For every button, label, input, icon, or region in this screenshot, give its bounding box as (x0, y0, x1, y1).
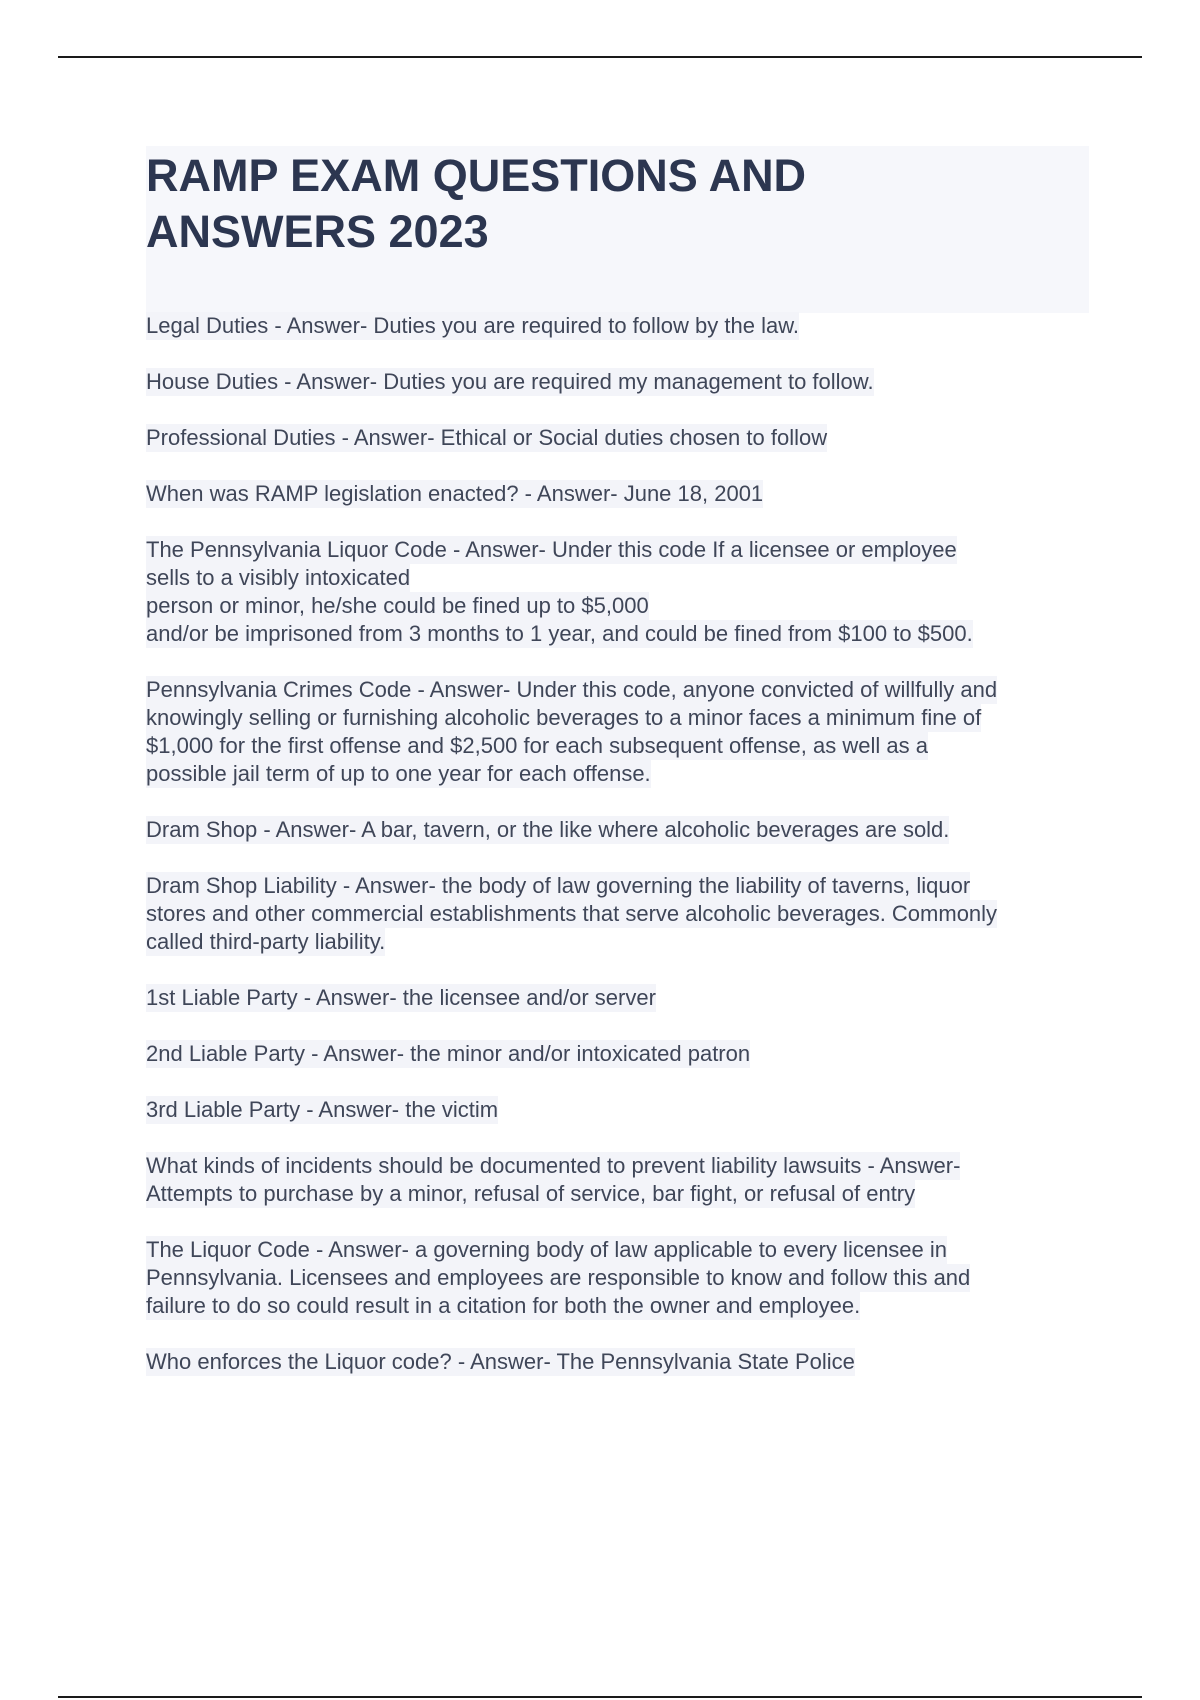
qa-item-line: sells to a visibly intoxicated (146, 565, 411, 590)
qa-item-line: House Duties - Answer- Duties you are required my management to follow. (146, 369, 874, 394)
qa-item-line: What kinds of incidents should be documented to prevent liability lawsuits - Answer- (146, 1153, 961, 1178)
page-title-line: ANSWERS 2023 (146, 206, 489, 257)
qa-item (146, 1040, 1106, 1068)
qa-item (146, 1152, 1106, 1208)
qa-item-line: stores and other commercial establishments that serve alcoholic beverages. Commonly (146, 901, 998, 926)
qa-item-line: When was RAMP legislation enacted? - Answer- June 18, 2001 (146, 481, 764, 506)
title-block (146, 146, 1089, 313)
qa-item-line: The Pennsylvania Liquor Code - Answer- Under this code If a licensee or employee (146, 537, 957, 562)
qa-item (146, 368, 1106, 396)
bottom-rule (58, 1696, 1142, 1698)
qa-item (146, 1236, 1106, 1320)
qa-item-line: Dram Shop Liability - Answer- the body of law governing the liability of taverns, liquor (146, 873, 971, 898)
page-title-line: RAMP EXAM QUESTIONS AND (146, 150, 807, 201)
qa-item-line: 1st Liable Party - Answer- the licensee and/or server (146, 985, 656, 1010)
qa-item (146, 676, 1106, 788)
qa-item-line: failure to do so could result in a citation for both the owner and employee. (146, 1293, 861, 1318)
qa-item-line: Pennsylvania. Licensees and employees are responsible to know and follow this and (146, 1265, 971, 1290)
qa-item-line: person or minor, he/she could be fined up to $5,000 (146, 593, 649, 618)
qa-item-line: called third-party liability. (146, 929, 386, 954)
qa-list (146, 312, 1106, 1404)
qa-item (146, 536, 1106, 648)
qa-item-line: Who enforces the Liquor code? - Answer- The Pennsylvania State Police (146, 1349, 855, 1374)
qa-item (146, 424, 1106, 452)
qa-item-line: Pennsylvania Crimes Code - Answer- Under this code, anyone convicted of willfully and (146, 677, 998, 702)
qa-item (146, 1348, 1106, 1376)
qa-item (146, 480, 1106, 508)
qa-item-line: The Liquor Code - Answer- a governing body of law applicable to every licensee in (146, 1237, 948, 1262)
top-rule (58, 56, 1142, 58)
qa-item-line: 3rd Liable Party - Answer- the victim (146, 1097, 499, 1122)
qa-item-line: 2nd Liable Party - Answer- the minor and/or intoxicated patron (146, 1041, 751, 1066)
qa-item-line: possible jail term of up to one year for each offense. (146, 761, 651, 786)
qa-item (146, 816, 1106, 844)
qa-item-line: Dram Shop - Answer- A bar, tavern, or the like where alcoholic beverages are sold. (146, 817, 950, 842)
qa-item (146, 984, 1106, 1012)
qa-item-line: Attempts to purchase by a minor, refusal of service, bar fight, or refusal of entry (146, 1181, 916, 1206)
qa-item (146, 872, 1106, 956)
qa-item-line: and/or be imprisoned from 3 months to 1 year, and could be fined from $100 to $500. (146, 621, 973, 646)
qa-item (146, 312, 1106, 340)
qa-item-line: Legal Duties - Answer- Duties you are required to follow by the law. (146, 313, 799, 338)
qa-item (146, 1096, 1106, 1124)
page-title (146, 146, 1089, 260)
qa-item-line: $1,000 for the first offense and $2,500 for each subsequent offense, as well as a (146, 733, 928, 758)
qa-item-line: Professional Duties - Answer- Ethical or Social duties chosen to follow (146, 425, 828, 450)
qa-item-line: knowingly selling or furnishing alcoholic beverages to a minor faces a minimum fine of (146, 705, 982, 730)
